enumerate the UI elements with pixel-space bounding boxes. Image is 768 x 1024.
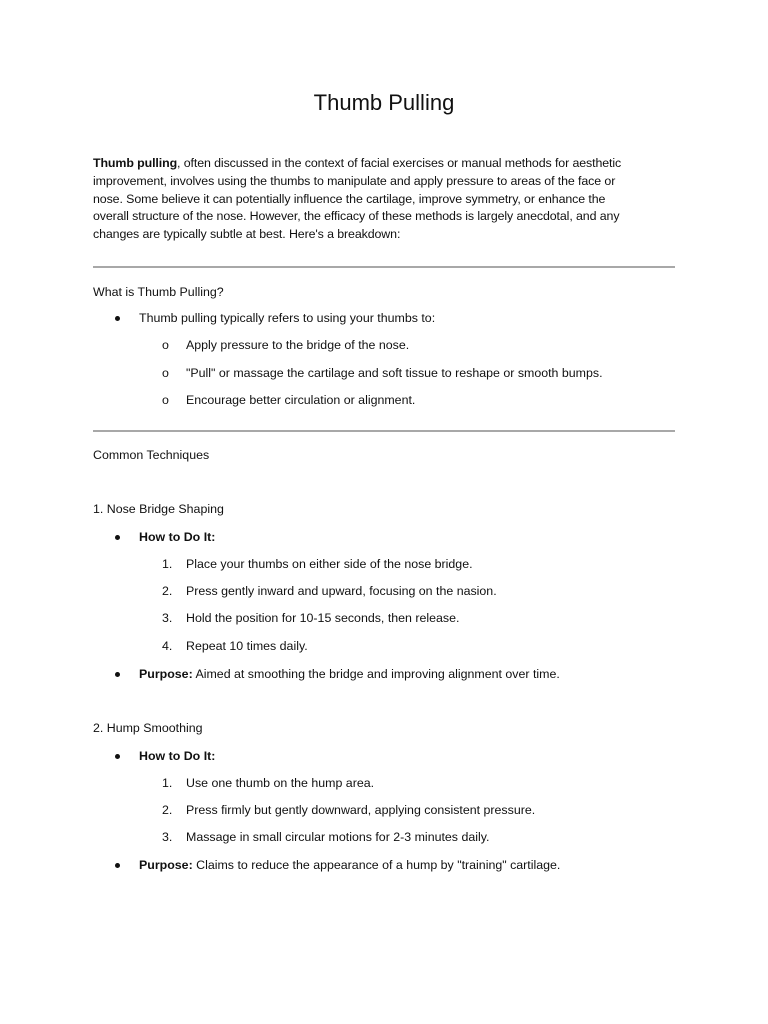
how-to-label: How to Do It: (139, 530, 216, 544)
step-text: Press gently inward and upward, focusing on the nasion. (186, 584, 497, 598)
heading-what-is: What is Thumb Pulling? (93, 285, 224, 299)
purpose-line (139, 856, 560, 874)
purpose-label: Purpose: (139, 667, 193, 681)
intro-line-4: overall structure of the nose. However, the efficacy of these methods is largely anecdotal, and any (93, 209, 620, 224)
step-number: 2. (162, 584, 173, 598)
intro-line-3: nose. Some believe it can potentially influence the cartilage, improve symmetry, or enhance the (93, 191, 606, 206)
sub-bullet-marker: o (162, 393, 169, 407)
intro-line-5: changes are typically subtle at best. Here's a breakdown: (93, 227, 401, 242)
step-text: Use one thumb on the hump area. (186, 776, 375, 790)
bullet-text: Thumb pulling typically refers to using your thumbs to: (139, 311, 436, 325)
sub-item-text: "Pull" or massage the cartilage and soft tissue to reshape or smooth bumps. (186, 366, 603, 380)
step-number: 4. (162, 639, 173, 653)
bullet-icon (115, 754, 120, 759)
step-text: Repeat 10 times daily. (186, 639, 308, 653)
step-number: 1. (162, 557, 173, 571)
step-number: 3. (162, 830, 173, 844)
heading-nose-bridge-shaping: 1. Nose Bridge Shaping (93, 502, 224, 516)
divider-2 (93, 430, 675, 432)
step-number: 1. (162, 776, 173, 790)
intro-line-1: , often discussed in the context of facial exercises or manual methods for aesthetic (177, 156, 622, 170)
sub-item-text: Encourage better circulation or alignment. (186, 393, 416, 407)
step-text: Press firmly but gently downward, applying consistent pressure. (186, 803, 536, 817)
divider-1 (93, 266, 675, 268)
step-text: Place your thumbs on either side of the nose bridge. (186, 557, 473, 571)
purpose-line (139, 665, 560, 683)
step-text: Massage in small circular motions for 2-3 minutes daily. (186, 830, 490, 844)
bullet-icon (115, 672, 120, 677)
bullet-icon (115, 535, 120, 540)
sub-bullet-marker: o (162, 366, 169, 380)
intro-paragraph (93, 155, 653, 244)
intro-lead: Thumb pulling (93, 156, 178, 170)
purpose-label: Purpose: (139, 858, 193, 872)
bullet-icon (115, 316, 120, 321)
step-text: Hold the position for 10-15 seconds, then release. (186, 611, 460, 625)
step-number: 2. (162, 803, 173, 817)
step-number: 3. (162, 611, 173, 625)
sub-item-text: Apply pressure to the bridge of the nose. (186, 338, 410, 352)
heading-hump-smoothing: 2. Hump Smoothing (93, 721, 203, 735)
purpose-text: Claims to reduce the appearance of a hump by "training" cartilage. (192, 858, 561, 872)
intro-line-2: improvement, involves using the thumbs to manipulate and apply pressure to areas of the face or (93, 173, 616, 188)
heading-common-techniques: Common Techniques (93, 448, 210, 462)
bullet-icon (115, 863, 120, 868)
purpose-text: Aimed at smoothing the bridge and improving alignment over time. (192, 667, 560, 681)
how-to-label: How to Do It: (139, 749, 216, 763)
sub-bullet-marker: o (162, 338, 169, 352)
document-title: Thumb Pulling (313, 90, 455, 115)
